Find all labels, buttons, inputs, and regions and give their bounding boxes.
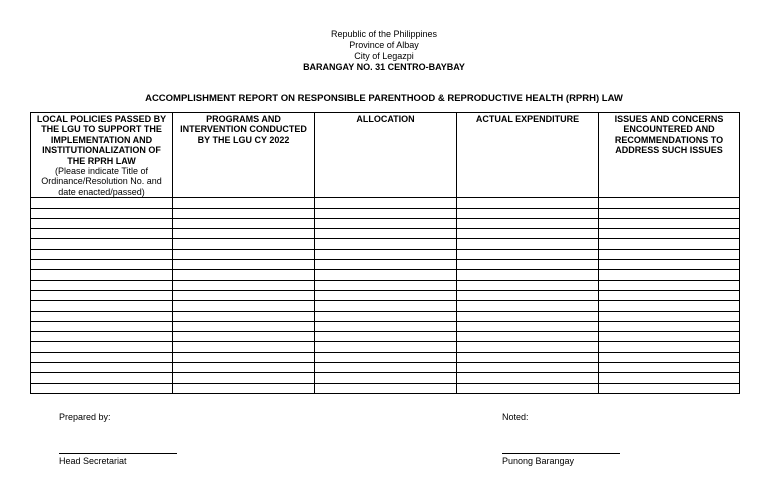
- table-cell[interactable]: [173, 321, 315, 331]
- table-cell[interactable]: [599, 321, 740, 331]
- prepared-by-signature-line: [59, 453, 177, 454]
- document-header: [0, 29, 768, 73]
- table-cell[interactable]: [31, 342, 173, 352]
- table-cell[interactable]: [599, 239, 740, 249]
- table-cell[interactable]: [173, 311, 315, 321]
- table-cell[interactable]: [599, 249, 740, 259]
- table-cell[interactable]: [599, 270, 740, 280]
- table-cell[interactable]: [599, 218, 740, 228]
- table-cell[interactable]: [315, 260, 457, 270]
- table-cell[interactable]: [457, 270, 599, 280]
- table-cell[interactable]: [315, 321, 457, 331]
- table-row: [31, 352, 740, 362]
- table-cell[interactable]: [173, 373, 315, 383]
- table-cell[interactable]: [457, 342, 599, 352]
- table-cell[interactable]: [315, 218, 457, 228]
- table-cell[interactable]: [31, 249, 173, 259]
- header-republic: Republic of the Philippines: [330, 29, 438, 39]
- table-row: [31, 383, 740, 393]
- table-cell[interactable]: [31, 239, 173, 249]
- table-cell[interactable]: [173, 301, 315, 311]
- report-table: [30, 112, 740, 394]
- table-cell[interactable]: [315, 198, 457, 208]
- table-cell[interactable]: [31, 332, 173, 342]
- table-cell[interactable]: [315, 280, 457, 290]
- table-cell[interactable]: [315, 249, 457, 259]
- table-row: [31, 311, 740, 321]
- noted-signature-line: [502, 453, 620, 454]
- table-cell[interactable]: [457, 363, 599, 373]
- table-row: [31, 332, 740, 342]
- table-cell[interactable]: [599, 342, 740, 352]
- table-cell[interactable]: [599, 363, 740, 373]
- table-cell[interactable]: [173, 239, 315, 249]
- table-row: [31, 249, 740, 259]
- header-city: City of Legazpi: [354, 51, 414, 61]
- table-cell[interactable]: [173, 280, 315, 290]
- table-cell[interactable]: [173, 260, 315, 270]
- table-header-row: [31, 113, 740, 198]
- table-cell[interactable]: [457, 352, 599, 362]
- table-cell[interactable]: [457, 208, 599, 218]
- table-cell[interactable]: [173, 208, 315, 218]
- table-cell[interactable]: [315, 363, 457, 373]
- table-cell[interactable]: [173, 198, 315, 208]
- table-cell[interactable]: [599, 208, 740, 218]
- column-header-note: (Please indicate Title of Ordinance/Resolution No. and date enacted/passed): [41, 166, 162, 197]
- header-province: Province of Albay: [349, 40, 419, 50]
- table-row: [31, 373, 740, 383]
- table-cell[interactable]: [173, 249, 315, 259]
- table-cell[interactable]: [173, 270, 315, 280]
- table-cell[interactable]: [315, 208, 457, 218]
- table-row: [31, 229, 740, 239]
- table-cell[interactable]: [457, 332, 599, 342]
- table-cell[interactable]: [457, 290, 599, 300]
- column-header-allocation: [315, 113, 457, 198]
- table-cell[interactable]: [31, 218, 173, 228]
- table-cell[interactable]: [599, 301, 740, 311]
- table-row: [31, 270, 740, 280]
- table-cell[interactable]: [457, 218, 599, 228]
- table-cell[interactable]: [173, 229, 315, 239]
- table-row: [31, 290, 740, 300]
- table-cell[interactable]: [173, 342, 315, 352]
- column-header-label: LOCAL POLICIES PASSED BY THE LGU TO SUPPORT THE IMPLEMENTATION AND INSTITUTIONALIZATION OF THE RPRH LAW: [36, 114, 167, 166]
- table-cell[interactable]: [31, 352, 173, 362]
- table-cell[interactable]: [599, 229, 740, 239]
- column-header-label: ISSUES AND CONCERNS ENCOUNTERED AND RECOMMENDATIONS TO ADDRESS SUCH ISSUES: [614, 114, 724, 156]
- table-cell[interactable]: [457, 198, 599, 208]
- table-cell[interactable]: [599, 280, 740, 290]
- punong-barangay-label: Punong Barangay: [502, 456, 575, 466]
- table-row: [31, 260, 740, 270]
- table-cell[interactable]: [173, 363, 315, 373]
- noted-label: Noted:: [502, 412, 529, 422]
- table-row: [31, 363, 740, 373]
- table-cell[interactable]: [599, 373, 740, 383]
- column-header-issues: [599, 113, 740, 198]
- table-cell[interactable]: [31, 363, 173, 373]
- prepared-by-label: Prepared by:: [59, 412, 111, 422]
- table-cell[interactable]: [457, 239, 599, 249]
- table-cell[interactable]: [31, 383, 173, 393]
- table-cell[interactable]: [457, 383, 599, 393]
- table-body: [31, 198, 740, 394]
- report-title: ACCOMPLISHMENT REPORT ON RESPONSIBLE PARENTHOOD & REPRODUCTIVE HEALTH (RPRH) LAW: [145, 93, 623, 104]
- table-cell[interactable]: [315, 290, 457, 300]
- table-cell[interactable]: [31, 301, 173, 311]
- table-cell[interactable]: [457, 321, 599, 331]
- table-cell[interactable]: [315, 311, 457, 321]
- table-row: [31, 321, 740, 331]
- table-cell[interactable]: [31, 198, 173, 208]
- table-cell[interactable]: [315, 352, 457, 362]
- column-header-label: PROGRAMS AND INTERVENTION CONDUCTED BY THE LGU CY 2022: [180, 114, 307, 145]
- table-cell[interactable]: [173, 218, 315, 228]
- table-cell[interactable]: [31, 270, 173, 280]
- table-cell[interactable]: [315, 332, 457, 342]
- table-cell[interactable]: [599, 311, 740, 321]
- table-cell[interactable]: [315, 270, 457, 280]
- table-row: [31, 208, 740, 218]
- column-header-label: ALLOCATION: [356, 114, 415, 124]
- column-header-programs: [173, 113, 315, 198]
- table-cell[interactable]: [173, 290, 315, 300]
- table-row: [31, 218, 740, 228]
- table-cell[interactable]: [457, 301, 599, 311]
- table-cell[interactable]: [31, 311, 173, 321]
- table-cell[interactable]: [173, 332, 315, 342]
- table-cell[interactable]: [31, 321, 173, 331]
- table-row: [31, 239, 740, 249]
- table-cell[interactable]: [457, 373, 599, 383]
- table-row: [31, 342, 740, 352]
- table-cell[interactable]: [457, 260, 599, 270]
- table-cell[interactable]: [315, 373, 457, 383]
- table-cell[interactable]: [315, 239, 457, 249]
- table-cell[interactable]: [173, 352, 315, 362]
- table-cell[interactable]: [599, 198, 740, 208]
- head-secretariat-label: Head Secretariat: [59, 456, 127, 466]
- table-cell[interactable]: [315, 383, 457, 393]
- column-header-label: ACTUAL EXPENDITURE: [475, 114, 580, 124]
- table-cell[interactable]: [315, 342, 457, 352]
- table-cell[interactable]: [31, 290, 173, 300]
- table-row: [31, 280, 740, 290]
- header-barangay: BARANGAY NO. 31 CENTRO-BAYBAY: [303, 62, 465, 72]
- table-cell[interactable]: [457, 229, 599, 239]
- table-cell[interactable]: [31, 208, 173, 218]
- column-header-local-policies: [31, 113, 173, 198]
- table-cell[interactable]: [599, 290, 740, 300]
- table-cell[interactable]: [31, 280, 173, 290]
- table-cell[interactable]: [31, 373, 173, 383]
- table-cell[interactable]: [315, 229, 457, 239]
- table-row: [31, 198, 740, 208]
- table-cell[interactable]: [457, 280, 599, 290]
- table-cell[interactable]: [31, 229, 173, 239]
- table-cell[interactable]: [599, 383, 740, 393]
- table-cell[interactable]: [599, 332, 740, 342]
- table-cell[interactable]: [457, 311, 599, 321]
- table-cell[interactable]: [31, 260, 173, 270]
- table-cell[interactable]: [173, 383, 315, 393]
- table-cell[interactable]: [315, 301, 457, 311]
- table-row: [31, 301, 740, 311]
- table-cell[interactable]: [599, 260, 740, 270]
- column-header-actual-expenditure: [457, 113, 599, 198]
- table-cell[interactable]: [457, 249, 599, 259]
- table-cell[interactable]: [599, 352, 740, 362]
